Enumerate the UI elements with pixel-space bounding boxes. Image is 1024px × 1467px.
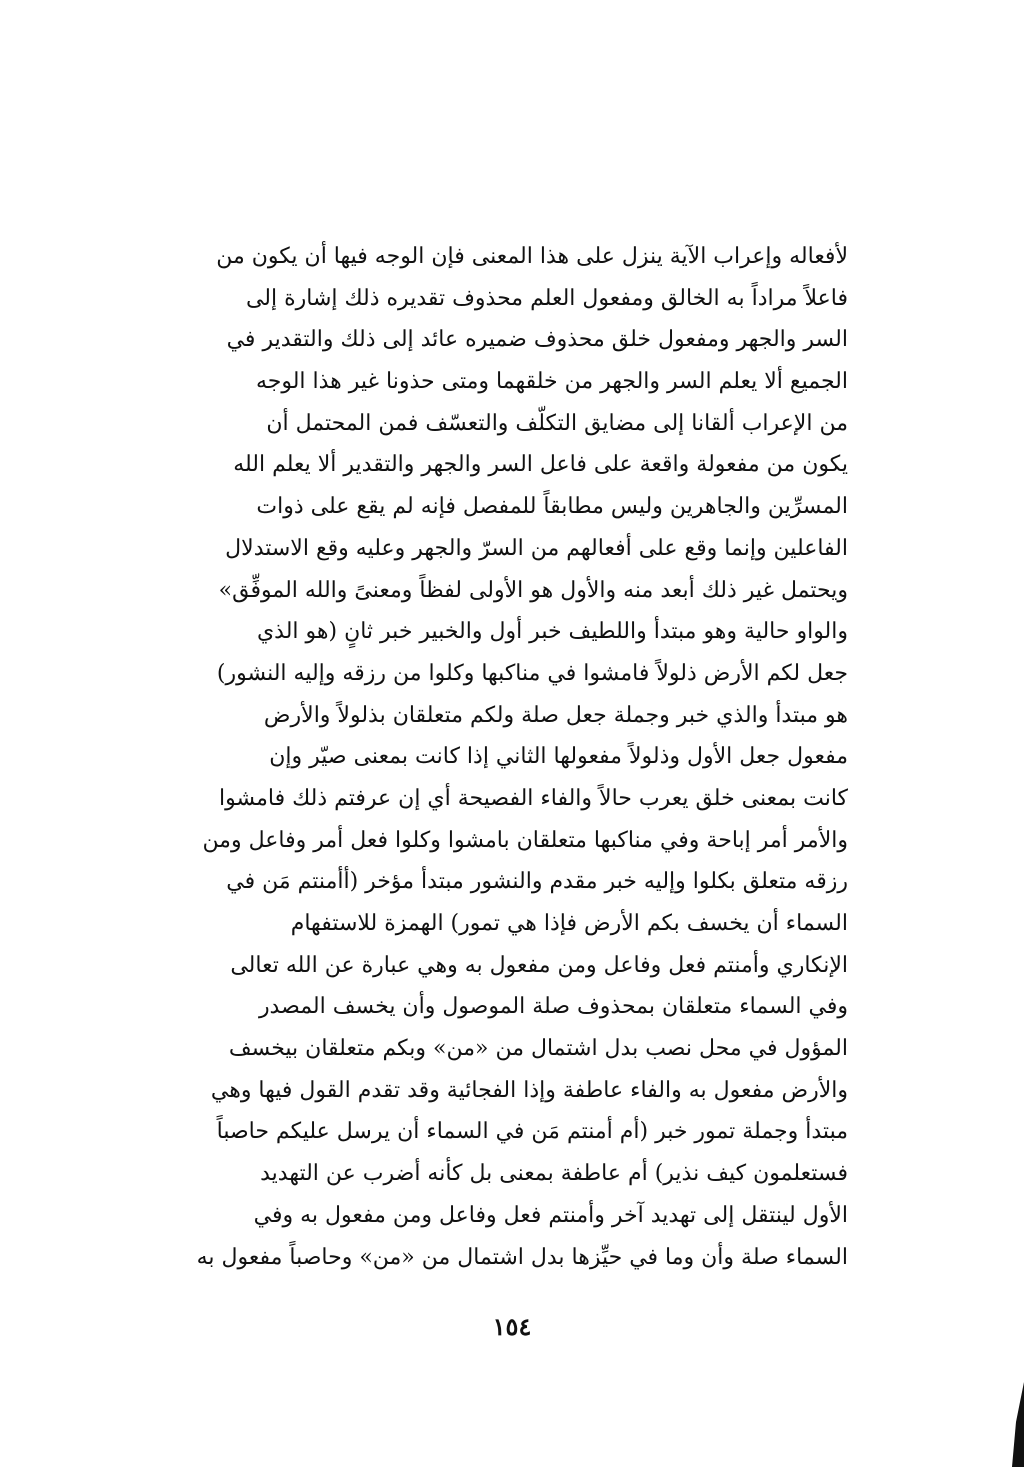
text-line: يكون من مفعولة واقعة على فاعل السر والجهر والتقدير ألا يعلم الله bbox=[233, 452, 848, 478]
text-line: والواو حالية وهو مبتدأ واللطيف خبر أول والخبير خبر ثانٍ (هو الذي bbox=[256, 619, 848, 645]
text-line: الإنكاري وأمنتم فعل وفاعل ومن مفعول به وهي عبارة عن الله تعالى bbox=[230, 952, 848, 978]
text-line: السماء صلة وأن وما في حيِّزها بدل اشتمال من «من» وحاصباً مفعول به bbox=[196, 1244, 848, 1270]
page-number: ١٥٤ bbox=[492, 1312, 532, 1341]
scan-edge-mark bbox=[1002, 1382, 1024, 1467]
text-line: ويحتمل غير ذلك أبعد منه والأول هو الأولى لفظاً ومعنىً والله الموفِّق» bbox=[218, 577, 848, 603]
text-line: السماء أن يخسف بكم الأرض فإذا هي تمور) الهمزة للاستفهام bbox=[290, 911, 848, 936]
text-line: الفاعلين وإنما وقع على أفعالهم من السرّ والجهر وعليه وقع الاستدلال bbox=[225, 535, 848, 561]
text-line: مبتدأ وجملة تمور خبر (أم أمنتم مَن في السماء أن يرسل عليكم حاصباً bbox=[216, 1119, 848, 1145]
text-line: والأرض مفعول به والفاء عاطفة وإذا الفجائية وقد تقدم القول فيها وهي bbox=[210, 1077, 848, 1103]
text-line: الأول لينتقل إلى تهديد آخر وأمنتم فعل وفاعل ومن مفعول به وفي bbox=[253, 1202, 848, 1228]
text-line: والأمر أمر إباحة وفي مناكبها متعلقان بامشوا وكلوا فعل أمر وفاعل ومن bbox=[202, 827, 848, 853]
text-line: الجميع ألا يعلم السر والجهر من خلقهما ومتى حذونا غير هذا الوجه bbox=[255, 369, 848, 395]
text-line: السر والجهر ومفعول خلق محذوف ضميره عائد إلى ذلك والتقدير في bbox=[226, 327, 848, 353]
text-line: مفعول جعل الأول وذلولاً مفعولها الثاني إذا كانت بمعنى صيّر وإن bbox=[269, 744, 848, 770]
text-line: هو مبتدأ والذي خبر وجملة جعل صلة ولكم متعلقان بذلولاً والأرض bbox=[263, 702, 848, 728]
body-text bbox=[158, 236, 848, 1278]
text-line: فستعلمون كيف نذير) أم عاطفة بمعنى بل كأنه أضرب عن التهديد bbox=[260, 1161, 848, 1187]
text-line: جعل لكم الأرض ذلولاً فامشوا في مناكبها وكلوا من رزقه وإليه النشور) bbox=[216, 660, 848, 686]
text-line: المسرِّين والجاهرين وليس مطابقاً للمفصل فإنه لم يقع على ذوات bbox=[256, 494, 848, 520]
text-line: من الإعراب ألقانا إلى مضايق التكلّف والتعسّف فمن المحتمل أن bbox=[266, 410, 848, 436]
text-line: فاعلاً مراداً به الخالق ومفعول العلم محذوف تقديره ذلك إشارة إلى bbox=[245, 285, 848, 311]
text-line: رزقه متعلق بكلوا وإليه خبر مقدم والنشور مبتدأ مؤخر (أأمنتم مَن في bbox=[226, 869, 848, 895]
text-line: كانت بمعنى خلق يعرب حالاً والفاء الفصيحة أي إن عرفتم ذلك فامشوا bbox=[218, 785, 848, 811]
text-line: لأفعاله وإعراب الآية ينزل على هذا المعنى فإن الوجه فيها أن يكون من bbox=[216, 244, 848, 269]
text-line: وفي السماء متعلقان بمحذوف صلة الموصول وأن يخسف المصدر bbox=[258, 994, 848, 1020]
text-line: المؤول في محل نصب بدل اشتمال من «من» وبكم متعلقان بيخسف bbox=[228, 1036, 848, 1062]
